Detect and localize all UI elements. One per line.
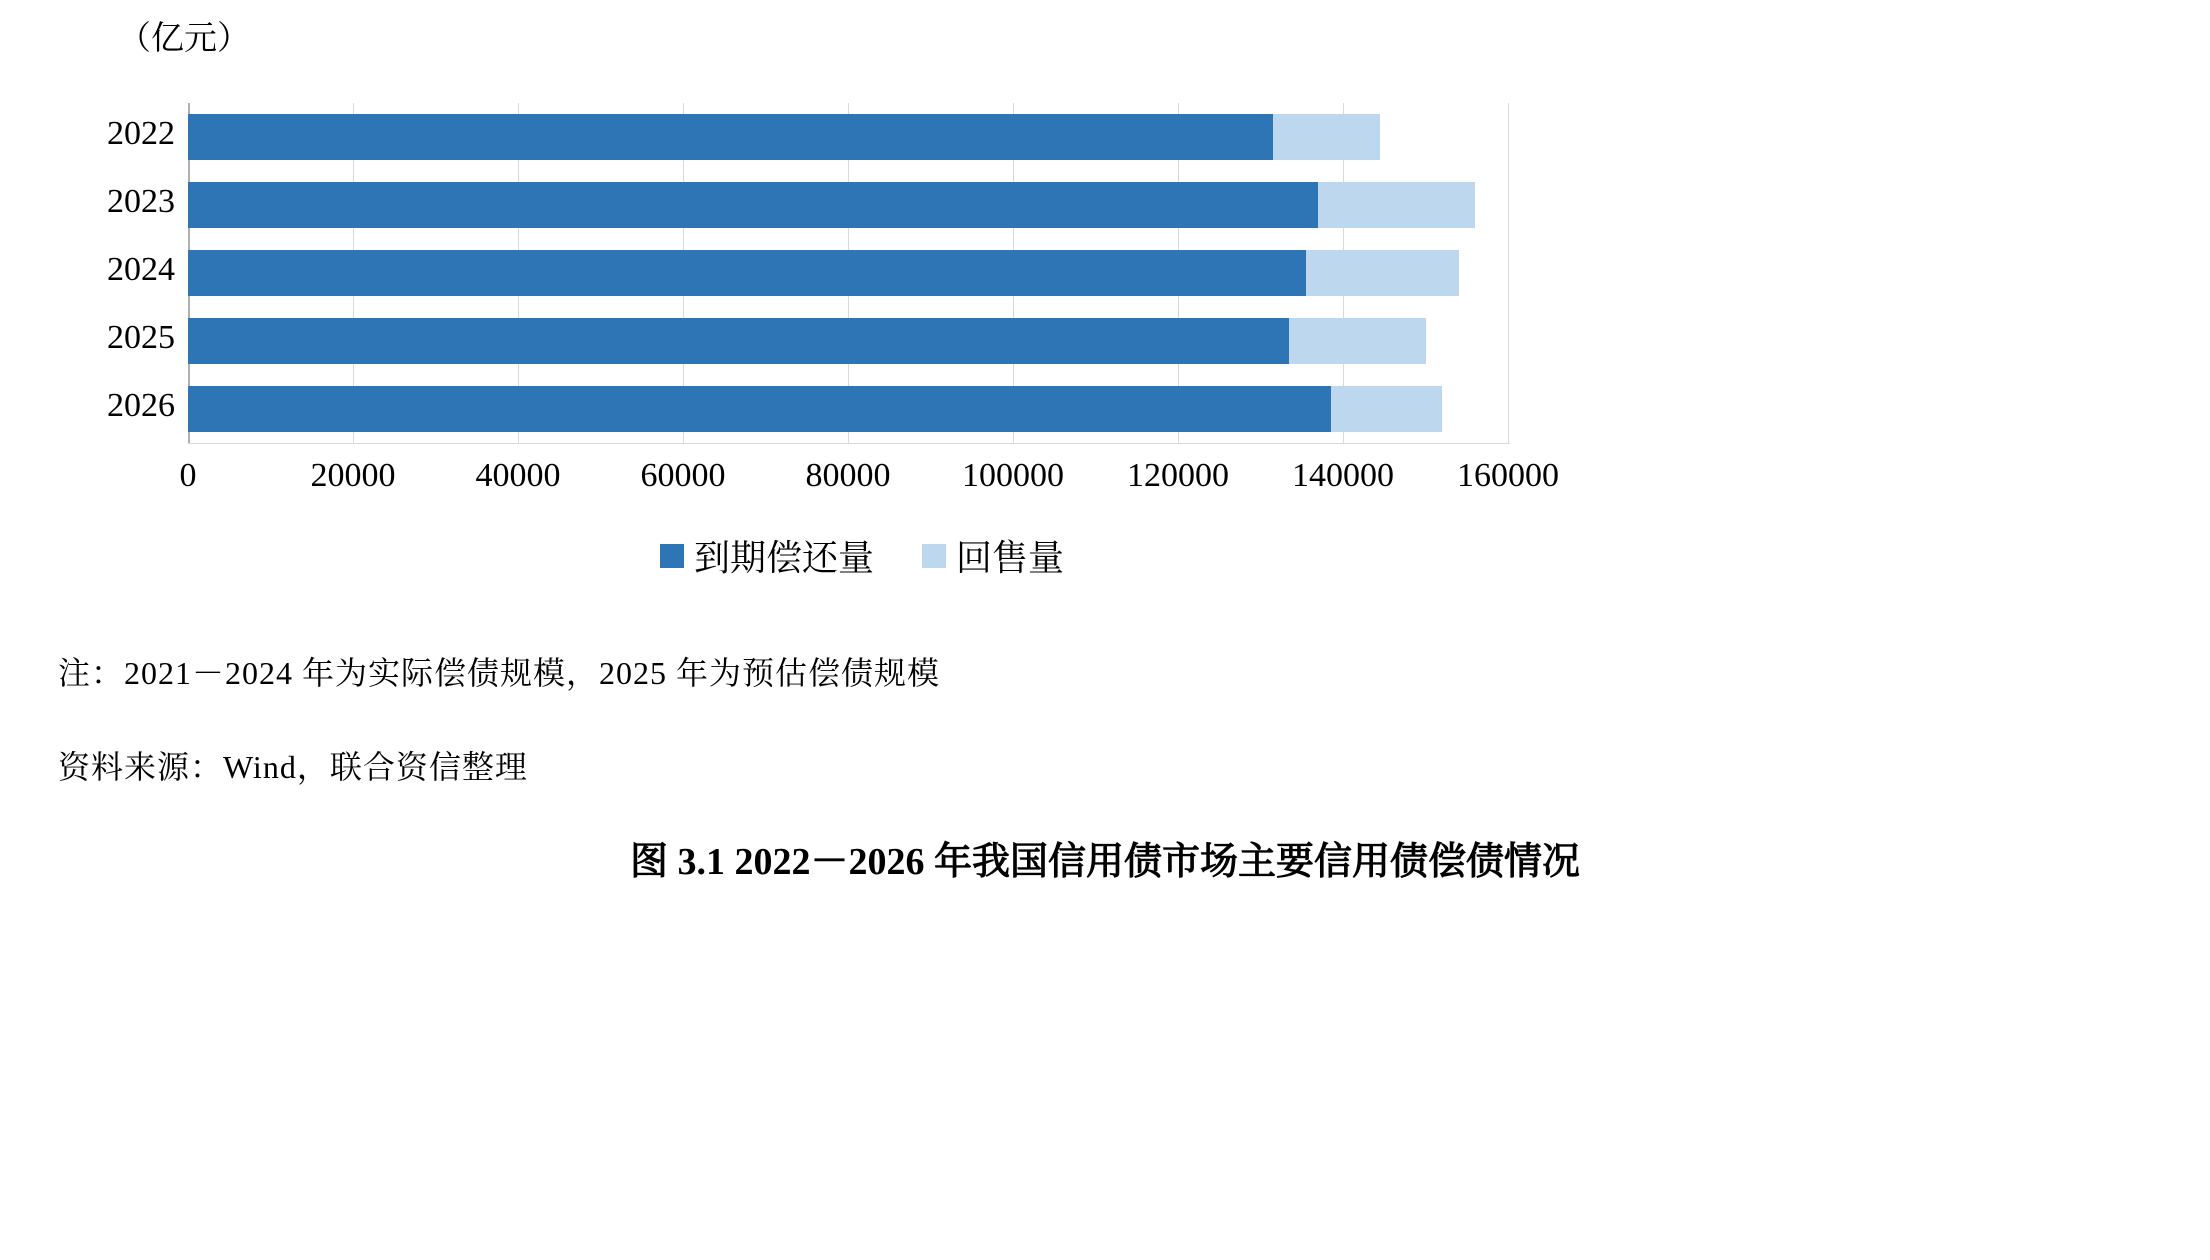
bar-segment-putback xyxy=(1273,114,1380,160)
legend-label: 到期偿还量 xyxy=(694,538,875,578)
gridline xyxy=(1508,103,1509,443)
bar-row xyxy=(188,239,1508,307)
bar-row xyxy=(188,103,1508,171)
x-tick-label: 160000 xyxy=(1457,457,1559,494)
category-label-2023: 2023 xyxy=(107,183,175,220)
bar-segment-putback xyxy=(1331,386,1442,432)
x-tick-label: 80000 xyxy=(805,457,891,494)
bar-segment-maturity xyxy=(188,318,1289,364)
unit-label: （亿元） xyxy=(118,21,250,57)
legend-label: 回售量 xyxy=(956,538,1065,578)
chart-legend xyxy=(0,530,2210,581)
category-axis-line xyxy=(188,443,1510,444)
legend-item-1 xyxy=(660,530,874,581)
bar-segment-putback xyxy=(1318,182,1475,228)
category-label-2026: 2026 xyxy=(107,387,175,424)
bar-segment-putback xyxy=(1289,318,1425,364)
category-label-2022: 2022 xyxy=(107,115,175,152)
x-tick-label: 40000 xyxy=(475,457,561,494)
bar-segment-maturity xyxy=(188,182,1318,228)
category-label-2025: 2025 xyxy=(107,319,175,356)
bar-segment-putback xyxy=(1306,250,1459,296)
bar-segment-maturity xyxy=(188,386,1331,432)
bar-row xyxy=(188,375,1508,443)
note-line-1: 注：2021－2024 年为实际偿债规模，2025 年为预估偿债规模 xyxy=(58,655,941,691)
bar-segment-maturity xyxy=(188,114,1273,160)
category-axis-labels xyxy=(0,103,176,443)
x-tick-label: 100000 xyxy=(962,457,1064,494)
legend-swatch-icon xyxy=(660,544,684,568)
plot-area xyxy=(188,103,1508,443)
figure-caption: 图 3.1 2022－2026 年我国信用债市场主要信用债偿债情况 xyxy=(629,841,1580,883)
legend-swatch-icon xyxy=(922,544,946,568)
bar-row xyxy=(188,171,1508,239)
bar-segment-maturity xyxy=(188,250,1306,296)
note-line-2: 资料来源：Wind，联合资信整理 xyxy=(58,749,528,785)
category-label-2024: 2024 xyxy=(107,251,175,288)
x-tick-label: 120000 xyxy=(1127,457,1229,494)
x-tick-label: 140000 xyxy=(1292,457,1394,494)
x-tick-label: 20000 xyxy=(310,457,396,494)
x-tick-label: 0 xyxy=(179,457,197,494)
chart-container xyxy=(0,85,2210,505)
bar-row xyxy=(188,307,1508,375)
x-tick-label: 60000 xyxy=(640,457,726,494)
legend-item-2 xyxy=(922,530,1064,581)
